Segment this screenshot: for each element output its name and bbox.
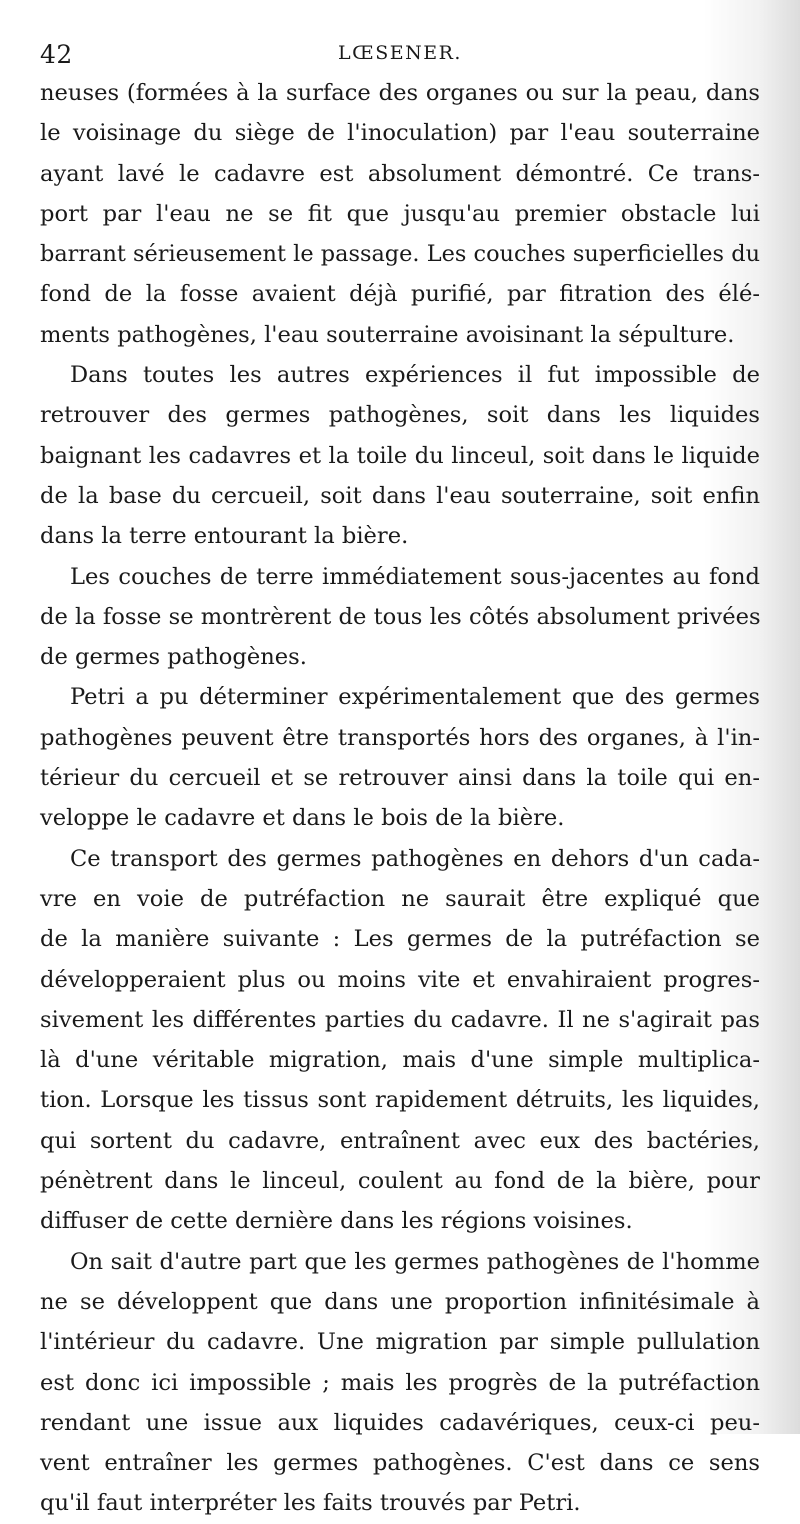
text-line: Les couches de terre immédiatement sous-jacentes au fond — [70, 563, 760, 590]
text-line: ayant lavé le cadavre est absolument démontré. Ce trans- — [40, 160, 760, 187]
text-line: est donc ici impossible ; mais les progrès de la putréfaction — [40, 1369, 760, 1396]
text-line: qu'il faut interpréter les faits trouvés par Petri. — [40, 1490, 581, 1517]
page-number: 42 — [40, 40, 73, 69]
text-line: Petri a pu déterminer expérimentalement que des germes — [70, 684, 760, 711]
text-line: de la base du cercueil, soit dans l'eau souterraine, soit enfin — [40, 482, 760, 509]
text-line: pénètrent dans le linceul, coulent au fond de la bière, pour — [40, 1168, 760, 1195]
text-line: On sait d'autre part que les germes pathogènes de l'homme — [70, 1248, 760, 1275]
text-line: neuses (formées à la surface des organes ou sur la peau, dans — [40, 80, 760, 106]
text-line: l'intérieur du cadavre. Une migration par simple pullulation — [40, 1329, 760, 1356]
text-line: tion. Lorsque les tissus sont rapidement détruits, les liquides, — [40, 1087, 760, 1114]
text-line: fond de la fosse avaient déjà purifié, par fitration des élé- — [40, 281, 760, 308]
running-head: LŒSENER. — [338, 42, 462, 64]
text-line: de germes pathogènes. — [40, 644, 307, 671]
text-line: qui sortent du cadavre, entraînent avec eux des bactéries, — [40, 1127, 760, 1154]
text-line: térieur du cercueil et se retrouver ainsi dans la toile qui en- — [40, 765, 760, 792]
text-line: retrouver des germes pathogènes, soit dans les liquides — [40, 402, 760, 429]
text-line: le voisinage du siège de l'inoculation) par l'eau souterraine — [40, 120, 760, 147]
text-line: de la manière suivante : Les germes de la putréfaction se — [40, 926, 760, 953]
text-line: vent entraîner les germes pathogènes. C'est dans ce sens — [40, 1450, 760, 1477]
text-line: sivement les différentes parties du cadavre. Il ne s'agirait pas — [40, 1006, 760, 1033]
text-line: diffuser de cette dernière dans les régions voisines. — [40, 1208, 633, 1235]
text-line: pathogènes peuvent être transportés hors des organes, à l'in- — [40, 724, 760, 751]
text-line: ne se développent que dans une proportion infinitésimale à — [40, 1288, 760, 1315]
text-line: veloppe le cadavre et dans le bois de la bière. — [40, 805, 565, 832]
text-line: développeraient plus ou moins vite et envahiraient progres- — [40, 966, 760, 993]
text-line: là d'une véritable migration, mais d'une simple multiplica- — [40, 1047, 760, 1074]
text-line: dans la terre entourant la bière. — [40, 523, 409, 550]
text-line: Ce transport des germes pathogènes en dehors d'un cada- — [70, 845, 760, 872]
text-line: ments pathogènes, l'eau souterraine avoisinant la sépulture. — [40, 321, 735, 348]
text-line: baignant les cadavres et la toile du linceul, soit dans le liquide — [40, 442, 760, 469]
text-line: rendant une issue aux liquides cadavériques, ceux-ci peu- — [40, 1409, 760, 1436]
page-header — [40, 30, 760, 70]
text-line: vre en voie de putréfaction ne saurait être expliqué que — [40, 885, 760, 912]
text-line: barrant sérieusement le passage. Les couches superficielles du — [40, 241, 760, 268]
text-line: de la fosse se montrèrent de tous les côtés absolument privées — [40, 603, 761, 630]
text-line: port par l'eau ne se fit que jusqu'au premier obstacle lui — [40, 200, 760, 227]
body-text — [40, 73, 760, 1524]
text-line: Dans toutes les autres expériences il fut impossible de — [70, 362, 760, 389]
